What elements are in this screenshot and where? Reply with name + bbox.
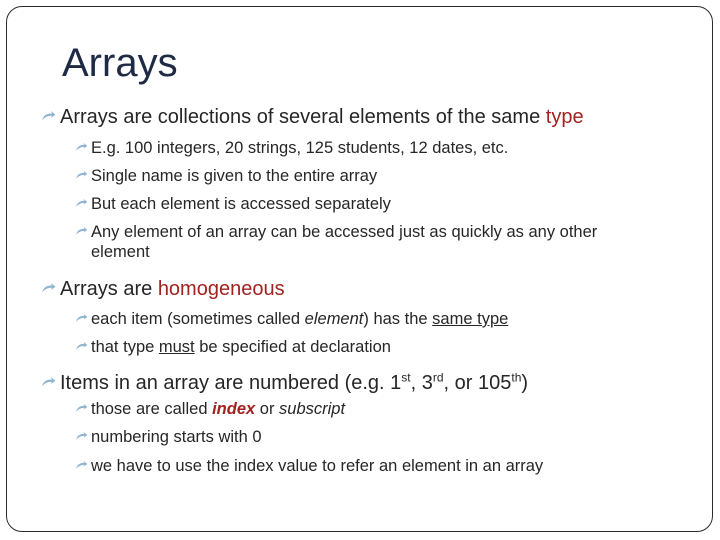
text-segment: that type [91, 338, 159, 356]
bullet-text: Arrays are [60, 278, 158, 300]
curved-arrow-icon [75, 313, 91, 323]
ordinal-suffix: rd [432, 370, 444, 385]
sub-bullet-single-name [75, 166, 377, 186]
sub-bullet-text: we have to use the index value to refer an element in an array [91, 457, 544, 475]
sub-bullet-text: Any element of an array can be accessed just as quickly as any other [91, 223, 598, 241]
keyword-type: type [545, 106, 584, 128]
sub-bullet-starts-zero [75, 427, 262, 447]
underlined-must: must [158, 338, 195, 356]
text-segment: , 3 [410, 372, 433, 394]
sub-bullet-text: E.g. 100 integers, 20 strings, 125 students, 12 dates, etc. [91, 139, 509, 157]
sub-bullet-accessed-separately [75, 194, 391, 214]
text-segment: each item (sometimes called [91, 310, 305, 328]
ordinal-suffix: th [511, 370, 522, 385]
keyword-homogeneous: homogeneous [157, 278, 285, 300]
text-segment: those are called [91, 400, 213, 418]
text-segment: ) has the [363, 310, 433, 328]
curved-arrow-icon [75, 226, 91, 236]
curved-arrow-icon [75, 142, 91, 152]
sub-bullet-access-speed [75, 222, 597, 262]
curved-arrow-icon [75, 403, 91, 413]
sub-bullet-refer-element [75, 456, 543, 476]
bullet-arrays-collections [41, 105, 584, 129]
sub-bullet-declaration [75, 337, 391, 357]
sub-bullet-text: Single name is given to the entire array [91, 167, 378, 185]
curved-arrow-icon [75, 341, 91, 351]
sub-bullet-same-type [75, 309, 508, 329]
text-segment: Items in an array are numbered (e.g. 1 [60, 372, 402, 394]
sub-bullet-example [75, 138, 508, 158]
curved-arrow-icon [75, 460, 91, 470]
term-subscript: subscript [279, 400, 346, 418]
term-index: index [212, 400, 256, 418]
ordinal-suffix: st [401, 370, 411, 385]
term-element: element [304, 310, 364, 328]
slide-frame [6, 6, 713, 532]
text-segment: , or 105 [443, 372, 512, 394]
bullet-homogeneous [41, 277, 285, 301]
text-segment: or [255, 400, 280, 418]
slide-title: Arrays [62, 41, 178, 85]
curved-arrow-icon [41, 376, 60, 388]
bullet-numbered [41, 371, 528, 395]
text-segment: ) [521, 372, 529, 394]
sub-bullet-index [75, 399, 345, 419]
curved-arrow-icon [75, 431, 91, 441]
curved-arrow-icon [41, 282, 60, 294]
sub-bullet-text: But each element is accessed separately [91, 195, 391, 213]
sub-bullet-text: numbering starts with 0 [91, 428, 262, 446]
curved-arrow-icon [41, 110, 60, 122]
curved-arrow-icon [75, 170, 91, 180]
sub-bullet-text-cont: element [91, 243, 150, 262]
underlined-same-type: same type [432, 310, 509, 328]
bullet-text: Arrays are collections of several elements of the same [60, 106, 546, 128]
curved-arrow-icon [75, 198, 91, 208]
text-segment: be specified at declaration [194, 338, 391, 356]
